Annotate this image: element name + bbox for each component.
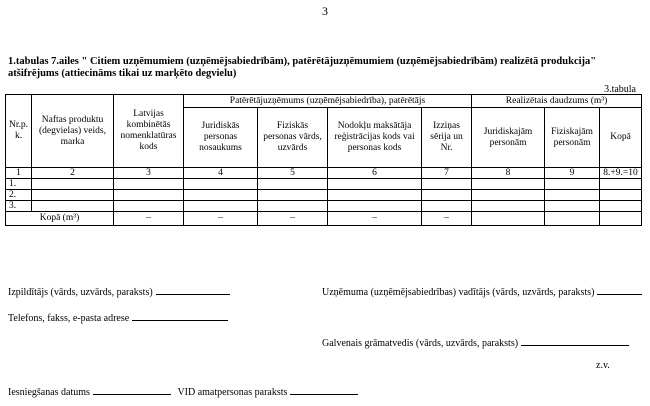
table-cell[interactable] xyxy=(600,190,642,201)
table-row xyxy=(6,201,642,212)
contacts-label: Telefons, fakss, e-pasta adrese xyxy=(8,313,130,324)
page-number: 3 xyxy=(322,4,328,18)
accountant-signature-line[interactable] xyxy=(521,344,629,346)
table-row xyxy=(6,190,642,201)
table-cell[interactable] xyxy=(545,201,600,212)
table-cell[interactable] xyxy=(258,201,328,212)
row-number: 3. xyxy=(6,201,32,212)
table-cell[interactable] xyxy=(328,190,422,201)
table-cell[interactable] xyxy=(32,179,114,190)
dash-cell: – xyxy=(114,212,184,226)
column-number: 7 xyxy=(422,168,472,179)
table-cell[interactable] xyxy=(328,201,422,212)
table-row xyxy=(6,179,642,190)
table-cell[interactable] xyxy=(184,179,258,190)
table-cell[interactable] xyxy=(258,190,328,201)
seal-mark: z.v. xyxy=(596,360,610,371)
table-cell[interactable] xyxy=(472,201,545,212)
column-number-row xyxy=(6,168,642,179)
dash-cell: – xyxy=(184,212,258,226)
dash-cell: – xyxy=(258,212,328,226)
table-cell[interactable] xyxy=(472,212,545,226)
table-cell[interactable] xyxy=(184,190,258,201)
table-cell[interactable] xyxy=(472,190,545,201)
column-number: 5 xyxy=(258,168,328,179)
header-legal-name: Juridiskās personas nosaukums xyxy=(184,108,258,168)
row-number: 1. xyxy=(6,179,32,190)
submission-date-line[interactable] xyxy=(93,393,171,395)
table-cell[interactable] xyxy=(545,212,600,226)
column-number: 4 xyxy=(184,168,258,179)
column-number: 8 xyxy=(472,168,545,179)
title-line-1: 1.tabulas 7.ailes " Citiem uzņēmumiem (uzņēmējsabiedrībām), patērētājuzņēmumiem (uzņēmējsabiedrībām) realizētā produkcija" xyxy=(8,56,597,67)
column-number: 1 xyxy=(6,168,32,179)
table-cell[interactable] xyxy=(472,179,545,190)
contacts-line[interactable] xyxy=(132,319,228,321)
table-cell[interactable] xyxy=(422,190,472,201)
manager-signature xyxy=(322,287,642,298)
submission-date-label: Iesniegšanas datums xyxy=(8,387,90,398)
dash-cell: – xyxy=(328,212,422,226)
executor-label: Izpildītājs (vārds, uzvārds, paraksts) xyxy=(8,287,153,298)
table-cell[interactable] xyxy=(258,179,328,190)
document-title xyxy=(8,56,596,80)
table-cell[interactable] xyxy=(600,212,642,226)
submission-fields xyxy=(8,387,358,398)
header-tax-code: Nodokļu maksātāja reģistrācijas kods vai personas kods xyxy=(328,108,422,168)
contacts-field xyxy=(8,313,228,324)
column-number: 3 xyxy=(114,168,184,179)
fuel-sales-table xyxy=(5,94,642,226)
table-label: 3.tabula xyxy=(604,84,636,95)
header-natural-name: Fiziskās personas vārds, uzvārds xyxy=(258,108,328,168)
table-cell[interactable] xyxy=(114,179,184,190)
table-cell[interactable] xyxy=(600,201,642,212)
accountant-label: Galvenais grāmatvedis (vārds, uzvārds, paraksts) xyxy=(322,338,519,349)
header-nr: Nr.p. k. xyxy=(6,95,32,168)
table-cell[interactable] xyxy=(600,179,642,190)
title-line-2: atšifrējums (attiecināms tikai uz marķēto degvielu) xyxy=(8,68,237,79)
header-total: Kopā xyxy=(600,108,642,168)
header-to-legal: Juridiskajām personām xyxy=(472,108,545,168)
manager-signature-line[interactable] xyxy=(597,293,642,295)
accountant-signature xyxy=(322,338,629,349)
executor-signature-line[interactable] xyxy=(156,293,230,295)
table-cell[interactable] xyxy=(545,190,600,201)
header-to-natural: Fiziskajām personām xyxy=(545,108,600,168)
column-number: 2 xyxy=(32,168,114,179)
vid-signature-line[interactable] xyxy=(290,393,358,395)
column-number: 8.+9.=10 xyxy=(600,168,642,179)
manager-label: Uzņēmuma (uzņēmējsabiedrības) vadītājs (vārds, uzvārds, paraksts) xyxy=(322,287,595,298)
table-cell[interactable] xyxy=(114,190,184,201)
table-cell[interactable] xyxy=(545,179,600,190)
header-consumer-group: Patērētājuzņēmums (uzņēmējsabiedrība), patērētājs xyxy=(184,95,472,108)
table-cell[interactable] xyxy=(32,190,114,201)
vid-signature-label: VID amatpersonas paraksts xyxy=(177,387,288,398)
total-row xyxy=(6,212,642,226)
header-product: Naftas produktu (degvielas) veids, marka xyxy=(32,95,114,168)
column-number: 6 xyxy=(328,168,422,179)
table-cell[interactable] xyxy=(422,179,472,190)
table-cell[interactable] xyxy=(422,201,472,212)
dash-cell: – xyxy=(422,212,472,226)
table-cell[interactable] xyxy=(328,179,422,190)
row-number: 2. xyxy=(6,190,32,201)
executor-signature xyxy=(8,287,230,298)
table-cell[interactable] xyxy=(184,201,258,212)
column-number: 9 xyxy=(545,168,600,179)
header-nomenclature: Latvijas kombinētās nomenklatūras kods xyxy=(114,95,184,168)
header-permit: Izziņas sērija un Nr. xyxy=(422,108,472,168)
header-sold-group: Realizētais daudzums (m³) xyxy=(472,95,642,108)
total-label: Kopā (m³) xyxy=(6,212,114,226)
table-cell[interactable] xyxy=(32,201,114,212)
table-cell[interactable] xyxy=(114,201,184,212)
